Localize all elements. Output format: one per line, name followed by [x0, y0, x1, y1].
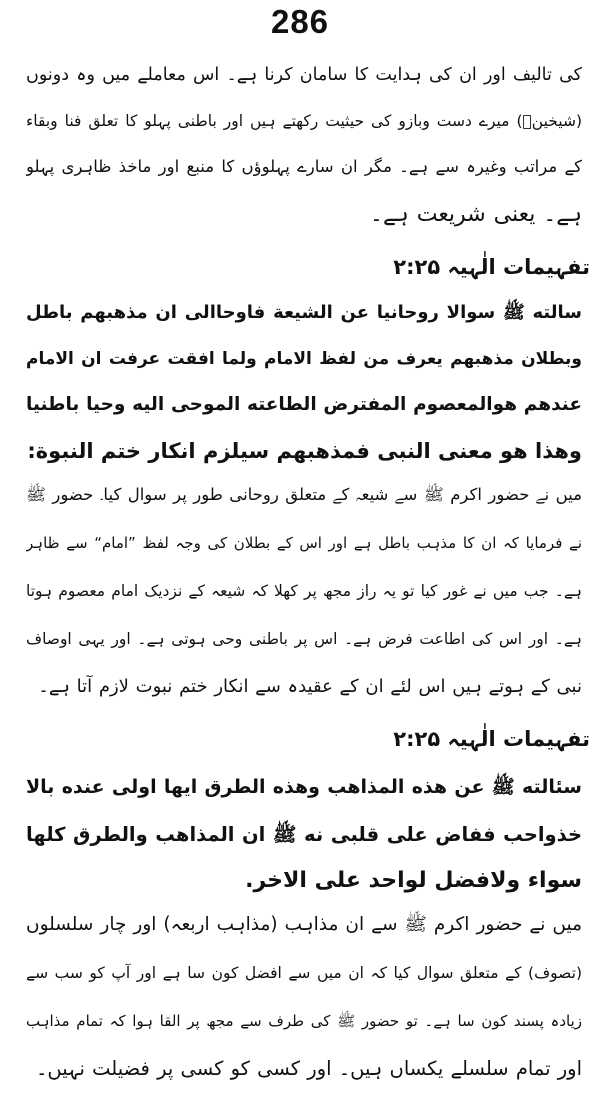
- paragraph-1-line-3: کے مراتب وغیرہ سے ہے۔ مگر ان سارے پہلوؤں کا منبع اور ماخذ ظاہری پہلو: [26, 157, 582, 176]
- translation-1-line-4: ہے۔ اور اس کی اطاعت فرض ہے۔ اس پر باطنی وحی ہوتی ہے۔ اور یہی اوصاف: [26, 630, 582, 648]
- translation-2-line-2: (تصوف) کے متعلق سوال کیا کہ ان میں سے افضل کون سا ہے اور آپ کو سب سے: [26, 964, 582, 982]
- page-number: 286: [270, 3, 330, 40]
- paragraph-1-line-2: (شیخینؓ) میرے دست وبازو کی حیثیت رکھتے ہیں اور باطنی پہلو کا تعلق فنا وبقاء: [26, 112, 582, 130]
- translation-2-line-1: میں نے حضور اکرم ﷺ سے ان مذاہب (مذاہب اربعہ) اور چار سلسلوں: [26, 914, 582, 935]
- arabic-quote-1-line-3: عندهم هوالمعصوم المفترض الطاعته الموحی الیه وحیا باطنیا: [26, 394, 582, 415]
- translation-2-line-3: زیادہ پسند کون سا ہے۔ تو حضور ﷺ کی طرف سے مجھ پر القا ہوا کہ تمام مذاہب: [26, 1012, 582, 1030]
- arabic-quote-2-line-1: سئالته ﷺ عن هذه المذاهب وهذه الطرق ایها اولی عنده بالا: [26, 776, 582, 798]
- translation-2-line-4: اور تمام سلسلے یکساں ہیں۔ اور کسی کو کسی پر فضیلت نہیں۔: [35, 1057, 582, 1080]
- translation-1-line-3: ہے۔ جب میں نے غور کیا تو یہ راز مجھ پر کھلا کہ شیعہ کے نزدیک امام معصوم ہوتا: [26, 582, 582, 600]
- section-heading-1: تفہیمات الٰہیہ ۲:۲۵: [393, 255, 590, 279]
- arabic-quote-1-line-2: وبطلان مذهبهم یعرف من لفظ الامام ولما افقت عرفت ان الامام: [26, 349, 582, 369]
- arabic-quote-2-line-2: خذواحب ففاض علی قلبی نه ﷺ ان المذاهب والطرق کلها: [26, 823, 582, 846]
- section-heading-2: تفہیمات الٰہیہ ۲:۲۵: [393, 727, 590, 751]
- translation-1-line-1: میں نے حضور اکرم ﷺ سے شیعہ کے متعلق روحانی طور پر سوال کیا۔ حضور ﷺ: [26, 485, 582, 504]
- translation-1-line-2: نے فرمایا کہ ان کا مذہب باطل ہے اور اس کے بطلان کی وجہ لفظ ”امام“ سے ظاہر: [26, 534, 582, 552]
- arabic-quote-1-line-1: سالته ﷺ سوالا روحانیا عن الشیعة فاوحاالی ان مذهبهم باطل: [26, 302, 582, 323]
- translation-1-line-5: نبی کے ہوتے ہیں اس لئے ان کے عقیدہ سے انکار ختم نبوت لازم آتا ہے۔: [38, 676, 582, 697]
- paragraph-1-line-1: کی تالیف اور ان کی ہدایت کا سامان کرنا ہے۔ اس معاملے میں وہ دونوں: [26, 65, 582, 85]
- arabic-quote-2-line-3: سواء ولافضل لواحد علی الاخر.: [245, 868, 582, 893]
- arabic-quote-1-line-4: وهذا هو معنی النبی فمذهبهم سیلزم انکار ختم النبوة:: [27, 439, 582, 463]
- paragraph-1-line-4: ہے۔ یعنی شریعت ہے۔: [370, 202, 582, 227]
